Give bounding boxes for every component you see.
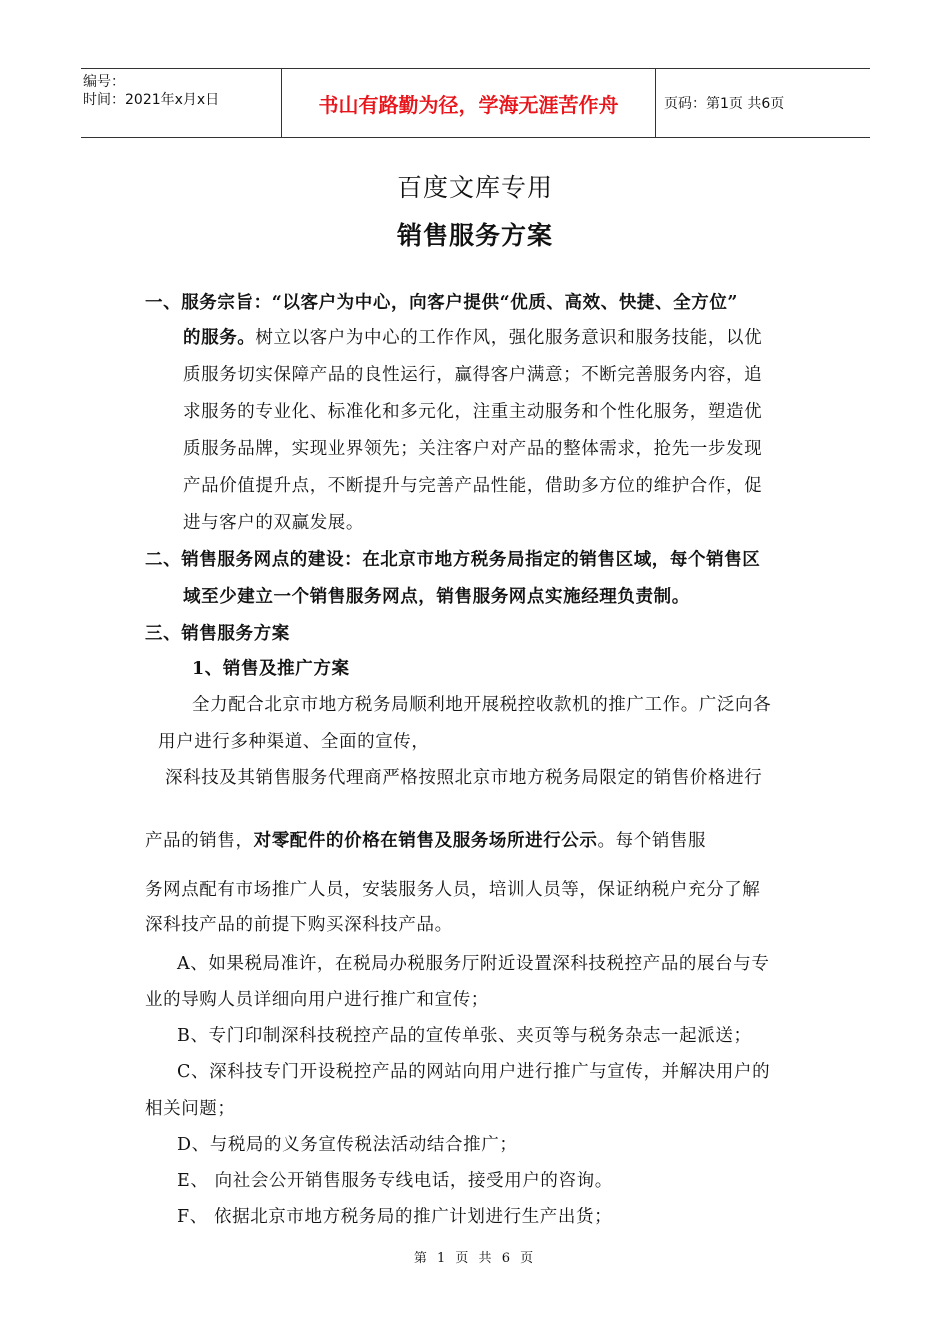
p2-line2-part-a: 产品的销售， — [145, 831, 254, 851]
section2-heading: 二、销售服务网点的建设：在北京市地方税务局指定的销售区域，每个销售区 — [145, 550, 761, 570]
section1-line7: 进与客户的双赢发展。 — [183, 513, 364, 533]
section3-p2-line3: 务网点配有市场推广人员，安装服务人员，培训人员等，保证纳税户充分了解 — [145, 880, 761, 900]
section1-line2 — [183, 324, 762, 349]
item-d: D、与税局的义务宣传税法活动结合推广； — [177, 1135, 518, 1155]
section3-heading: 三、销售服务方案 — [145, 624, 290, 644]
section1-line3: 质服务切实保障产品的良性运行，赢得客户满意；不断完善服务内容，追 — [183, 365, 763, 385]
doc-title-line2: 销售服务方案 — [396, 221, 553, 250]
section3-p1-line1: 全力配合北京市地方税务局顺利地开展税控收款机的推广工作。广泛向各 — [192, 695, 772, 715]
item-b: B、专门印制深科技税控产品的宣传单张、夹页等与税务杂志一起派送； — [177, 1026, 752, 1046]
section3-p2-line4: 深科技产品的前提下购买深科技产品。 — [145, 915, 453, 935]
section2-line2: 域至少建立一个销售服务网点，销售服务网点实施经理负责制。 — [183, 587, 690, 607]
item-f: F、 依据北京市地方税务局的推广计划进行生产出货； — [177, 1207, 613, 1227]
section3-p2-line1: 深科技及其销售服务代理商严格按照北京市地方税务局限定的销售价格进行 — [165, 768, 763, 788]
item-a-line1: A、如果税局准许，在税局办税服务厅附近设置深科技税控产品的展台与专 — [177, 954, 770, 974]
section1-line4: 求服务的专业化、标准化和多元化，注重主动服务和个性化服务，塑造优 — [183, 402, 763, 422]
section3-p1-line2: 用户进行多种渠道、全面的宣传， — [158, 732, 430, 752]
section1-heading: 一、服务宗旨：“以客户为中心，向客户提供“优质、高效、快捷、全方位” — [145, 293, 739, 313]
doc-title-line1: 百度文库专用 — [396, 173, 553, 202]
section1-line6: 产品价值提升点，不断提升与完善产品性能，借助多方位的维护合作，促 — [183, 476, 763, 496]
header-motto-cell — [281, 69, 656, 137]
section1-line5: 质服务品牌，实现业界领先；关注客户对产品的整体需求，抢先一步发现 — [183, 439, 763, 459]
section1-line2-rest: 树立以客户为中心的工作作风，强化服务意识和服务技能，以优 — [255, 328, 763, 348]
motto-text: 书山有路勤为径，学海无涯苦作舟 — [318, 92, 619, 117]
page-info: 页码：第1页 共6页 — [664, 96, 785, 112]
date-label: 时间：2021年x月x日 — [83, 92, 220, 108]
serial-label: 编号： — [83, 74, 125, 90]
p2-line2-bold: 对零配件的价格在销售及服务场所进行公示 — [253, 831, 598, 851]
document-header — [81, 68, 870, 138]
section3-p2-line2 — [145, 827, 706, 852]
item-c-line2: 相关问题； — [145, 1099, 236, 1119]
page-footer: 第 1 页 共 6 页 — [413, 1251, 537, 1266]
item-a-line2: 业的导购人员详细向用户进行推广和宣传； — [145, 990, 489, 1010]
section3-sub1: 1、销售及推广方案 — [192, 659, 350, 679]
item-c-line1: C、深科技专门开设税控产品的网站向用户进行推广与宣传，并解决用户的 — [177, 1062, 771, 1082]
section1-line2-bold: 的服务。 — [183, 328, 256, 348]
item-e: E、 向社会公开销售服务专线电话，接受用户的咨询。 — [177, 1171, 613, 1191]
header-left-cell — [81, 69, 281, 137]
p2-line2-part-b: 。每个销售服 — [597, 831, 707, 851]
header-page-cell — [656, 69, 870, 137]
